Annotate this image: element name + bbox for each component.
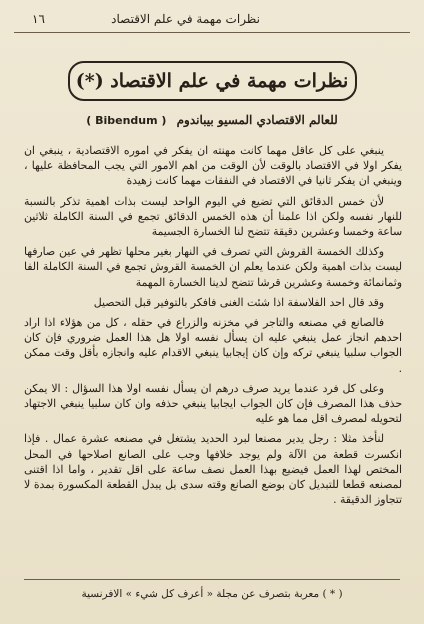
- paragraph-5: فالصانع في مصنعه والتاجر في مخزنه والزراع في حقله ، كل من هؤلاء اذا اراد احدهم انجاز عمل ينبغي عليه ان يسأل نفسه اولا هل هذا العمل ضروري فإن كان الجواب سلبيا ينبغي تركه وإن كان إيجابيا ينبغي الاقدام عليه وانجازه بأقل وقت ممكن .: [24, 316, 402, 375]
- paragraph-7: لنأخذ مثلا : رجل يدير مصنعا لبرد الحديد يشتغل في مصنعه عشرة عمال . فإذا انكسرت قطعة من الآلة ولم يوجد خلافها وجب على الصانع اصلاحها في المحل المختص لهذا العمل فيضيع بهذا العمل نصف ساعة على اقل تقدير ، واما اذا اقتنى لمصنعه قطعا للتبديل كان بوضع الصانع وقته سدى بل يبدل القطعة المكسورة بمدة لا تتجاوز الدقيقة .: [24, 432, 402, 507]
- paragraph-2: لأن خمس الدقائق التي تضيع في اليوم الواحد ليست بذات اهمية تذكر بالنسبة للنهار نفسه ولكن اذا علمنا أن هذه الخمس الدقائق تجمع في السنة الكاملة ثلاثين ساعة وخمسا وعشرين دقيقة تتضح لنا الخسارة الجسيمة: [24, 194, 402, 239]
- article-body: [14, 143, 410, 507]
- paragraph-1: ينبغي على كل عاقل مهما كانت مهنته ان يفكر في اموره الاقتصادية ، ينبغي ان يفكر اولا في الاقتصاد بالوقت لأن الوقت من اهم الامور التي يجب المحافظة عليها ، وينبغي ان يفكر ثانيا في الاقتصاد في النفقات مهما كانت زهيدة: [24, 144, 402, 188]
- article-subtitle: [14, 113, 410, 127]
- paragraph-3: وكذلك الخمسة القروش التي تصرف في النهار بغير محلها تظهر في عين صارفها ليست بذات اهمية ولكن عندما يعلم ان الخمسة القروش تجمع في السنة الكاملة الفا وثمانمائة وخمسة وعشرين قرشا تتضح لدينا الخسارة المهمة: [24, 245, 402, 289]
- paragraph-4: وقد قال احد الفلاسفة اذا شئت الغنى فافكر بالتوفير قبل التحصيل: [93, 295, 384, 309]
- subtitle-author: للعالم الاقتصادي المسيو بيباندوم: [176, 113, 338, 127]
- running-title: نظرات مهمة في علم الاقتصاد: [111, 12, 260, 26]
- footnote-divider: [24, 579, 400, 580]
- paragraph-6: وعلى كل فرد عندما يريد صرف درهم ان يسأل نفسه اولا هذا السؤال : الا يمكن حذف هذا المصرف فإن كان الجواب ايجابيا ينبغي حذفه وان كان سلبيا ينبغي الاجتهاد لتحويله لمصرف اقل مما هو عليه: [24, 381, 402, 426]
- page-number: ١٦: [32, 12, 45, 26]
- running-header: [14, 10, 410, 33]
- subtitle-latin-name: ( Bibendum ): [86, 114, 167, 127]
- footnote: ( * ) معربة بتصرف عن مجلة « أعرف كل شيء » الافرنسية: [81, 588, 343, 600]
- article-title: نظرات مهمة في علم الاقتصاد (*): [68, 61, 357, 101]
